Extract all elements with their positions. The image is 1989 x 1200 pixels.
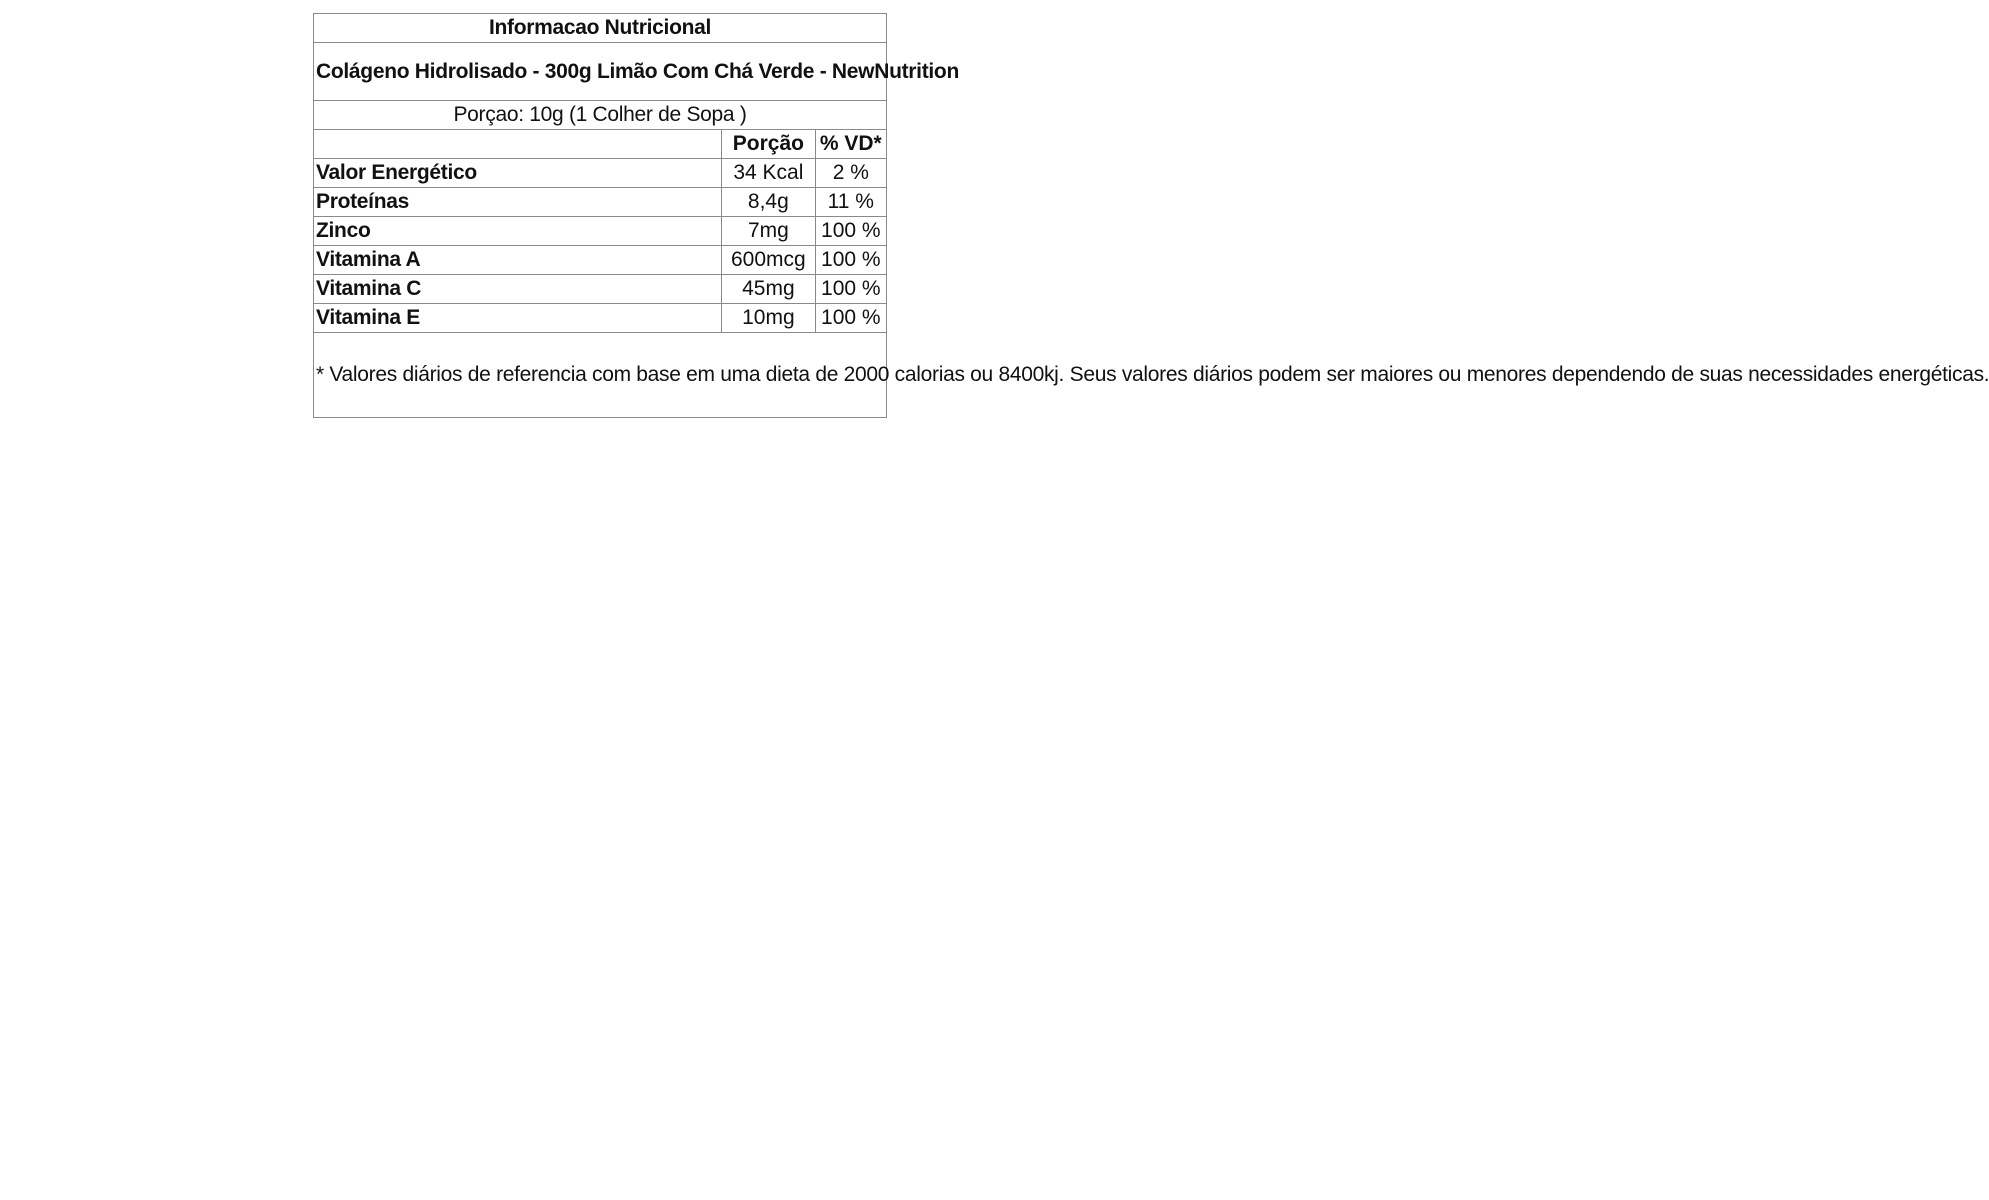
nutrient-daily-value: 2 % (815, 159, 886, 188)
nutrition-facts-table (313, 13, 1989, 418)
header-portion: Porção (722, 130, 815, 159)
table-row (314, 188, 887, 217)
title-row (314, 14, 887, 43)
table-row (314, 246, 887, 275)
nutrient-portion: 34 Kcal (722, 159, 815, 188)
nutrient-daily-value: 100 % (815, 217, 886, 246)
nutrient-portion: 600mcg (722, 246, 815, 275)
nutrient-daily-value: 100 % (815, 304, 886, 333)
nutrient-daily-value: 100 % (815, 246, 886, 275)
footnote: * Valores diários de referencia com base em uma dieta de 2000 calorias ou 8400kj. Seus valores diários podem ser maiores ou menores dependendo de suas necessidades energéticas. (314, 333, 887, 418)
header-row (314, 130, 887, 159)
serving-row (314, 101, 887, 130)
nutrient-portion: 10mg (722, 304, 815, 333)
nutrient-name: Vitamina C (314, 275, 722, 304)
product-name: Colágeno Hidrolisado - 300g Limão Com Chá Verde - NewNutrition (314, 43, 887, 101)
nutrient-name: Vitamina E (314, 304, 722, 333)
table-row (314, 304, 887, 333)
table-row (314, 159, 887, 188)
nutrient-daily-value: 100 % (815, 275, 886, 304)
nutrient-portion: 45mg (722, 275, 815, 304)
nutrient-daily-value: 11 % (815, 188, 886, 217)
footnote-row (314, 333, 887, 418)
nutrient-name: Zinco (314, 217, 722, 246)
table-title: Informacao Nutricional (314, 14, 887, 43)
nutrient-name: Vitamina A (314, 246, 722, 275)
nutrient-portion: 7mg (722, 217, 815, 246)
serving-size: Porçao: 10g (1 Colher de Sopa ) (314, 101, 887, 130)
header-daily-value: % VD* (815, 130, 886, 159)
product-row (314, 43, 887, 101)
header-empty-cell (314, 130, 722, 159)
nutrient-name: Valor Energético (314, 159, 722, 188)
nutrient-name: Proteínas (314, 188, 722, 217)
nutrient-portion: 8,4g (722, 188, 815, 217)
table-row (314, 217, 887, 246)
table-row (314, 275, 887, 304)
